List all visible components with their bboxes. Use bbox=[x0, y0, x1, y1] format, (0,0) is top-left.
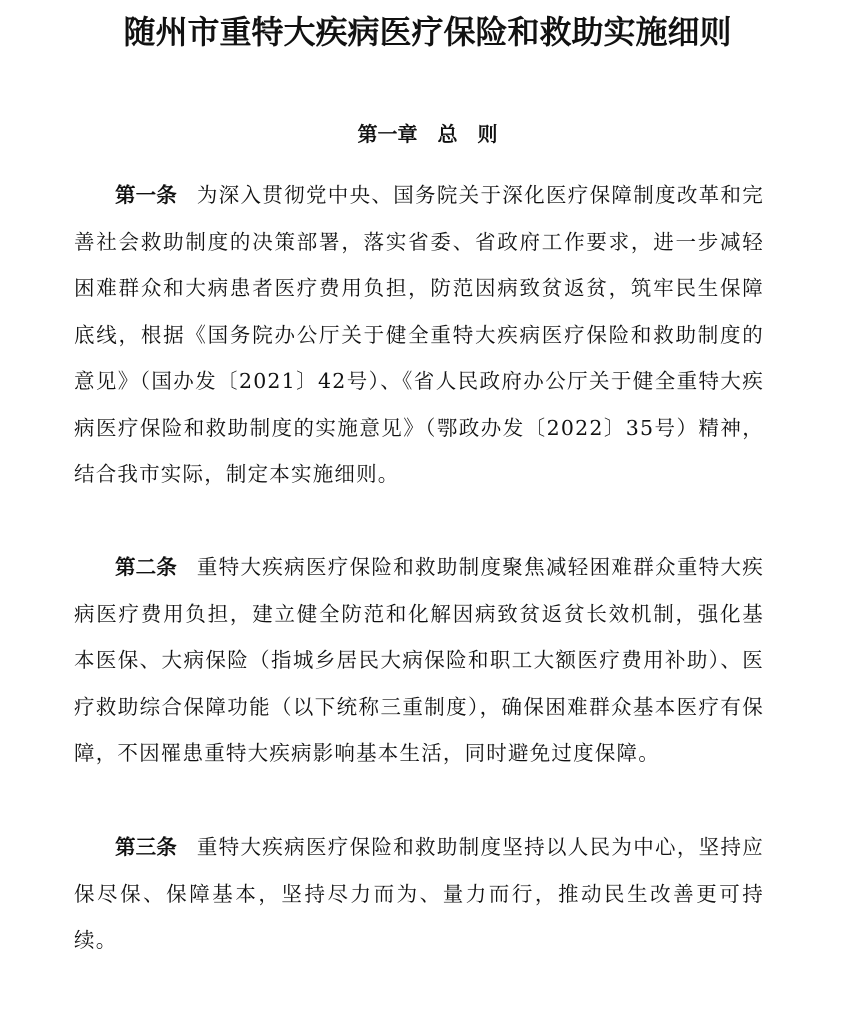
article-label: 第二条 bbox=[115, 555, 177, 579]
chapter-heading: 第一章 总 则 bbox=[357, 122, 498, 146]
document-title: 随州市重特大疾病医疗保险和救助实施细则 bbox=[123, 13, 732, 51]
article-text: 为深入贯彻党中央、国务院关于深化医疗保障制度改革和完善社会救助制度的决策部署，落实省委、省政府工作要求，进一步减轻困难群众和大病患者医疗费用负担，防范因病致贫返贫，筑牢民生保障底线，根据《国务院办公厅关于健全重特大疾病医疗保险和救助制度的意见》（国办发〔2021〕42号）、《省人民政府办公厅关于健全重特大疾病医疗保险和救助制度的实施意见》（鄂政办发〔2022〕35号）精神，结合我市实际，制定本实施细则。 bbox=[74, 183, 765, 486]
article-text: 重特大疾病医疗保险和救助制度坚持以人民为中心，坚持应保尽保、保障基本，坚持尽力而为、量力而行，推动民生改善更可持续。 bbox=[74, 835, 765, 952]
article-paragraph bbox=[74, 544, 764, 777]
article-label: 第三条 bbox=[115, 835, 177, 859]
article-label: 第一条 bbox=[115, 183, 177, 207]
article-paragraph bbox=[74, 172, 764, 498]
article-paragraph bbox=[74, 824, 764, 964]
article-text: 重特大疾病医疗保险和救助制度聚焦减轻困难群众重特大疾病医疗费用负担，建立健全防范和化解因病致贫返贫长效机制，强化基本医保、大病保险（指城乡居民大病保险和职工大额医疗费用补助）、医疗救助综合保障功能（以下统称三重制度），确保困难群众基本医疗有保障，不因罹患重特大疾病影响基本生活，同时避免过度保障。 bbox=[74, 555, 765, 765]
